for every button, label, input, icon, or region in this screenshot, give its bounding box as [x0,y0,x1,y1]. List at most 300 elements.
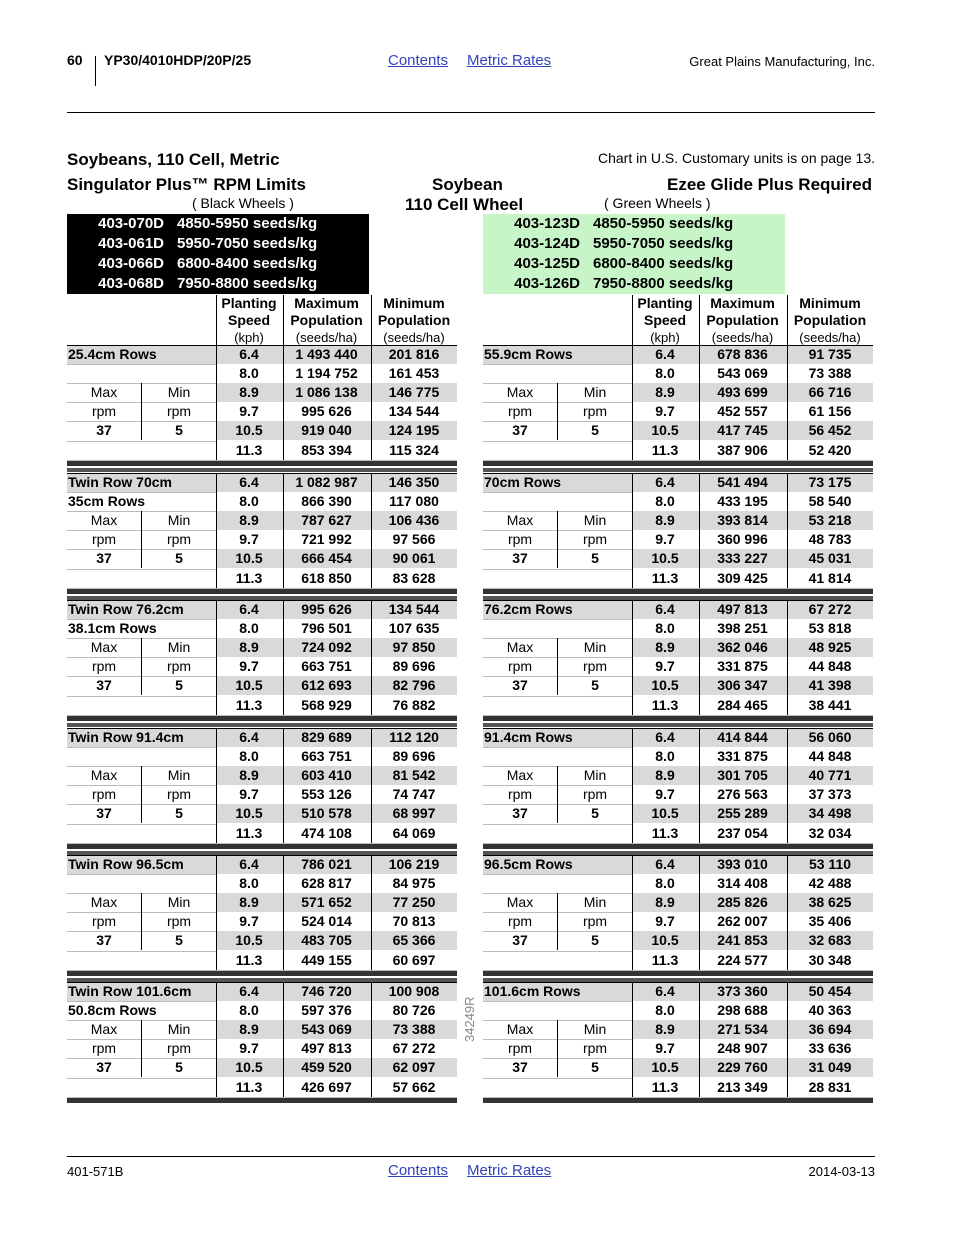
max-population-cell: 510 578 [301,805,352,822]
max-population-cell: 543 069 [717,365,768,382]
wheel-range: 5950-7050 seeds/kg [593,235,734,252]
column-divider [632,600,633,715]
max-population-cell: 459 520 [301,1059,352,1076]
section-bottom-rule [67,716,457,721]
column-divider [283,728,284,843]
rpm-max-value: 37 [96,422,112,439]
rpm-unit-label: rpm [582,531,608,548]
speed-cell: 6.4 [655,601,675,617]
min-population-cell: 201 816 [388,346,440,362]
speed-cell: 10.5 [235,932,263,949]
section-label: 25.4cm Rows [68,346,157,362]
footer-contents-link[interactable]: Contents [388,1162,449,1179]
section-gap-rule [67,468,457,472]
max-population-cell: 393 010 [717,856,768,872]
min-population-cell: 35 406 [808,913,852,930]
cell-wheel-title: 110 Cell Wheel [405,195,524,214]
speed-cell: 8.9 [655,767,675,784]
crop-title: Soybean [432,175,503,194]
speed-cell: 10.5 [235,1059,263,1076]
speed-cell: 9.7 [655,913,675,930]
max-population-cell: 271 534 [717,1021,768,1038]
max-population-cell: 568 929 [301,696,352,713]
wheel-row [67,274,369,294]
min-population-cell: 84 975 [392,875,436,892]
max-population-cell: 724 092 [301,639,352,656]
rpm-unit-label: rpm [507,913,533,930]
max-population-cell: 248 907 [717,1040,768,1057]
speed-cell: 11.3 [235,696,263,713]
section-top-rule [483,728,873,729]
section-sublabel: 38.1cm Rows [68,620,157,637]
column-divider [283,345,284,460]
header-line: Population [793,312,867,328]
rpm-max-value: 37 [512,422,528,439]
speed-cell: 11.3 [235,441,263,458]
max-population-cell: 360 996 [717,531,768,548]
header-line: Population [377,312,451,328]
rpm-min-value: 5 [175,805,183,822]
min-population-cell: 97 850 [392,639,436,656]
max-population-cell: 262 007 [717,913,768,930]
footer-metric-rates-link[interactable]: Metric Rates [467,1162,552,1179]
min-population-cell: 40 771 [808,767,852,784]
min-population-cell: 107 635 [388,620,440,637]
max-population-cell: 597 376 [301,1002,352,1019]
document-date: 2014-03-13 [808,1164,875,1179]
rpm-max-label: Max [90,384,118,401]
header-line: Population [706,312,779,328]
wheel-part: 403-123D [514,215,580,232]
column-divider [632,855,633,970]
page-header [0,0,954,115]
speed-cell: 8.0 [239,365,259,382]
speed-cell: 8.0 [655,620,675,637]
max-population-cell: 543 069 [301,1021,352,1038]
header-rule [67,112,875,113]
section-bottom-rule [67,844,457,849]
header-line: Planting [637,295,693,311]
rpm-max-label: Max [506,767,534,784]
rpm-max-label: Max [90,894,118,911]
speed-cell: 10.5 [235,805,263,822]
max-population-cell: 298 688 [717,1002,768,1019]
rpm-max-label: Max [90,639,118,656]
speed-cell: 9.7 [239,531,259,548]
rpm-max-label: Max [90,767,118,784]
wheel-range: 5950-7050 seeds/kg [177,235,318,252]
section-bottom-rule [483,1098,873,1103]
min-population-cell: 56 060 [808,729,852,745]
rpm-max-value: 37 [512,677,528,694]
rpm-divider [557,893,558,950]
min-population-cell: 67 272 [392,1040,436,1057]
min-population-cell: 68 997 [392,805,436,822]
min-population-cell: 67 272 [808,601,852,617]
speed-cell: 9.7 [655,531,675,548]
speed-cell: 11.3 [235,951,263,968]
min-pop-header-left [371,295,457,346]
header-line: Planting [221,295,277,311]
rpm-unit-label: rpm [582,913,608,930]
rpm-min-label: Min [583,1021,607,1038]
speed-cell: 8.9 [239,512,259,529]
wheel-range: 6800-8400 seeds/kg [177,255,318,272]
rpm-max-value: 37 [96,932,112,949]
min-population-cell: 32 683 [808,932,852,949]
rpm-min-label: Min [583,767,607,784]
column-divider [787,982,788,1097]
rpm-max-label: Max [90,512,118,529]
rpm-min-value: 5 [591,1059,599,1076]
max-population-cell: 414 844 [717,729,768,745]
max-population-cell: 829 689 [301,729,352,745]
section-bottom-rule [483,589,873,594]
speed-cell: 11.3 [235,1078,263,1095]
max-population-cell: 433 195 [717,493,768,510]
max-population-cell: 786 021 [301,856,352,872]
section-bottom-rule [483,716,873,721]
section-top-rule [483,855,873,856]
max-population-cell: 284 465 [717,696,768,713]
header-divider [787,295,788,345]
section-gap-rule [483,851,873,855]
rpm-divider [141,511,142,568]
section-sublabel: 50.8cm Rows [68,1002,157,1019]
min-population-cell: 53 818 [808,620,852,637]
rpm-unit-label: rpm [582,658,608,675]
section-gap-rule [483,978,873,982]
speed-cell: 8.0 [239,493,259,510]
min-population-cell: 106 219 [388,856,440,872]
header-unit: (seeds/ha) [799,330,861,345]
max-population-cell: 483 705 [301,932,352,949]
rpm-max-label: Max [506,1021,534,1038]
speed-cell: 10.5 [235,550,263,567]
column-divider [787,600,788,715]
speed-cell: 8.9 [655,512,675,529]
section-label: 70cm Rows [484,474,562,490]
rpm-min-value: 5 [175,932,183,949]
footer-rule [67,1156,875,1157]
header-line: Speed [227,312,270,328]
column-divider [216,728,217,843]
wheel-row [483,234,785,254]
max-population-cell: 663 751 [301,748,352,765]
speed-cell: 8.9 [655,384,675,401]
speed-cell: 10.5 [651,422,679,439]
rpm-unit-label: rpm [166,658,192,675]
min-population-cell: 89 696 [392,748,436,765]
speed-cell: 11.3 [235,824,263,841]
rpm-max-value: 37 [96,805,112,822]
max-population-cell: 493 699 [717,384,768,401]
header-divider [283,295,284,345]
max-population-cell: 571 652 [301,894,352,911]
ezee-glide-title: Ezee Glide Plus Required [666,175,872,194]
column-divider [216,345,217,460]
min-population-cell: 53 110 [808,856,852,872]
min-population-cell: 89 696 [392,658,436,675]
rpm-unit-label: rpm [91,913,117,930]
speed-cell: 11.3 [651,441,679,458]
max-population-cell: 276 563 [717,786,768,803]
max-population-cell: 314 408 [717,875,768,892]
speed-cell: 11.3 [651,1078,679,1095]
min-population-cell: 82 796 [392,677,436,694]
max-pop-header-right [699,295,786,346]
speed-cell: 9.7 [239,403,259,420]
rpm-min-label: Min [167,767,191,784]
speed-cell: 10.5 [651,677,679,694]
max-population-cell: 393 814 [717,512,768,529]
section-gap-rule [483,468,873,472]
speed-cell: 6.4 [239,474,259,490]
min-population-cell: 134 544 [388,601,440,617]
speed-cell: 8.9 [655,894,675,911]
speed-cell: 8.0 [655,1002,675,1019]
min-population-cell: 62 097 [392,1059,436,1076]
header-divider [699,295,700,345]
column-divider [371,600,372,715]
header-unit: (seeds/ha) [295,330,358,345]
header-divider [216,295,217,345]
min-population-cell: 117 080 [389,493,439,510]
min-population-cell: 161 453 [388,365,440,382]
max-population-cell: 373 360 [717,983,768,999]
wheel-part: 403-066D [98,255,164,272]
rpm-min-value: 5 [591,550,599,567]
section-bottom-rule [67,971,457,976]
section-label: Twin Row 91.4cm [68,729,184,745]
section-label: 91.4cm Rows [484,729,573,745]
wheel-part: 403-061D [98,235,164,252]
speed-cell: 10.5 [235,677,263,694]
section-bottom-rule [67,589,457,594]
min-population-cell: 28 831 [808,1078,852,1095]
rpm-unit-label: rpm [507,531,533,548]
rpm-max-label: Max [506,639,534,656]
min-population-cell: 97 566 [392,531,436,548]
max-population-cell: 995 626 [301,601,352,617]
min-population-cell: 60 697 [392,951,436,968]
speed-cell: 8.9 [239,384,259,401]
speed-cell: 8.0 [239,620,259,637]
max-population-cell: 663 751 [301,658,352,675]
rpm-unit-label: rpm [582,1040,608,1057]
speed-cell: 10.5 [235,422,263,439]
min-population-cell: 90 061 [392,550,436,567]
max-population-cell: 309 425 [717,569,768,586]
min-population-cell: 45 031 [808,550,852,567]
speed-cell: 8.9 [655,639,675,656]
min-population-cell: 53 218 [808,512,852,529]
contents-link[interactable]: Contents [388,52,449,69]
rpm-unit-label: rpm [166,786,192,803]
figure-code-text: 34249R [462,996,477,1042]
rpm-divider [557,383,558,440]
max-population-cell: 255 289 [717,805,768,822]
document-code: 401-571B [67,1164,124,1179]
speed-cell: 8.9 [239,1021,259,1038]
max-population-cell: 541 494 [717,474,768,490]
rpm-min-label: Min [583,894,607,911]
min-population-cell: 48 925 [808,639,852,656]
max-population-cell: 618 850 [301,569,352,586]
rpm-min-value: 5 [591,422,599,439]
max-population-cell: 1 086 138 [295,384,358,401]
section-top-rule [67,855,457,856]
max-population-cell: 1 493 440 [295,346,358,362]
wheel-row [67,234,369,254]
max-population-cell: 746 720 [301,983,352,999]
black-wheel-table [67,214,369,294]
wheel-row [483,254,785,274]
rpm-min-label: Min [167,512,191,529]
min-population-cell: 112 120 [389,729,439,745]
rpm-divider [141,893,142,950]
page-title: Soybeans, 110 Cell, Metric [67,150,280,169]
rpm-min-label: Min [583,639,607,656]
min-population-cell: 30 348 [808,951,852,968]
min-population-cell: 134 544 [388,403,440,420]
min-population-cell: 34 498 [808,805,852,822]
min-population-cell: 31 049 [808,1059,852,1076]
section-gap-rule [67,723,457,727]
min-population-cell: 64 069 [392,824,436,841]
header-line: Minimum [383,295,445,311]
rpm-min-label: Min [167,894,191,911]
wheel-range: 4850-5950 seeds/kg [593,215,734,232]
section-label: 96.5cm Rows [484,856,573,872]
rpm-unit-label: rpm [91,786,117,803]
header-line: Minimum [799,295,861,311]
section-top-rule [483,600,873,601]
max-population-cell: 553 126 [301,786,352,803]
max-population-cell: 306 347 [717,677,768,694]
speed-cell: 6.4 [239,601,259,617]
column-divider [283,473,284,588]
rpm-max-value: 37 [512,1059,528,1076]
min-population-cell: 146 350 [388,474,440,490]
speed-cell: 10.5 [651,932,679,949]
column-divider [216,855,217,970]
min-population-cell: 52 420 [808,441,852,458]
section-bottom-rule [67,461,457,466]
rpm-max-value: 37 [512,932,528,949]
column-divider [371,728,372,843]
section-top-rule [483,345,873,346]
speed-header-right [632,295,698,346]
min-population-cell: 124 195 [388,422,440,439]
rpm-min-value: 5 [175,422,183,439]
wheel-part: 403-068D [98,275,164,292]
wheel-part: 403-070D [98,215,164,232]
rpm-min-value: 5 [591,677,599,694]
column-divider [699,982,700,1097]
min-population-cell: 91 735 [808,346,852,362]
green-wheel-table [483,214,785,294]
section-bottom-rule [483,971,873,976]
min-population-cell: 146 775 [388,384,440,401]
header-line: Speed [643,312,686,328]
metric-rates-link[interactable]: Metric Rates [467,52,552,69]
column-divider [371,345,372,460]
speed-cell: 8.9 [655,1021,675,1038]
speed-cell: 6.4 [239,346,259,362]
model-title: YP30/4010HDP/20P/25 [104,52,252,68]
header-divider [95,56,96,86]
column-divider [699,855,700,970]
speed-cell: 10.5 [651,1059,679,1076]
max-population-cell: 866 390 [301,493,352,510]
section-gap-rule [67,596,457,600]
wheel-part: 403-124D [514,235,580,252]
column-divider [787,728,788,843]
speed-cell: 9.7 [239,658,259,675]
max-population-cell: 362 046 [717,639,768,656]
min-population-cell: 37 373 [808,786,852,803]
section-label: 76.2cm Rows [484,601,573,617]
rpm-unit-label: rpm [507,786,533,803]
max-population-cell: 787 627 [301,512,352,529]
min-population-cell: 50 454 [808,983,852,999]
green-wheels-label: ( Green Wheels ) [604,195,711,211]
max-population-cell: 853 394 [301,441,352,458]
speed-header-left [216,295,282,346]
max-population-cell: 721 992 [301,531,352,548]
max-population-cell: 387 906 [717,441,768,458]
min-population-cell: 81 542 [392,767,436,784]
min-population-cell: 42 488 [808,875,852,892]
rpm-min-value: 5 [175,1059,183,1076]
rpm-max-label: Max [506,384,534,401]
rpm-unit-label: rpm [166,403,192,420]
speed-cell: 8.0 [239,748,259,765]
column-divider [787,473,788,588]
speed-cell: 11.3 [651,569,679,586]
max-population-cell: 417 745 [717,422,768,439]
speed-cell: 9.7 [655,658,675,675]
page-number: 60 [67,52,83,68]
min-population-cell: 33 636 [808,1040,852,1057]
column-divider [371,982,372,1097]
max-population-cell: 241 853 [717,932,768,949]
black-wheels-label: ( Black Wheels ) [192,195,294,211]
min-population-cell: 48 783 [808,531,852,548]
speed-cell: 8.0 [655,748,675,765]
min-population-cell: 73 175 [808,474,852,490]
rpm-min-value: 5 [591,932,599,949]
speed-cell: 8.9 [239,894,259,911]
column-divider [632,982,633,1097]
column-divider [632,728,633,843]
section-label: 55.9cm Rows [484,346,573,362]
speed-cell: 8.0 [655,875,675,892]
speed-cell: 11.3 [651,696,679,713]
header-line: Population [290,312,363,328]
min-population-cell: 76 882 [392,696,436,713]
wheel-part: 403-126D [514,275,580,292]
header-unit: (seeds/ha) [711,330,774,345]
rpm-divider [141,766,142,823]
section-gap-rule [483,723,873,727]
column-divider [216,600,217,715]
min-population-cell: 57 662 [392,1078,436,1095]
column-divider [216,473,217,588]
speed-cell: 6.4 [655,346,675,362]
rpm-unit-label: rpm [166,1040,192,1057]
